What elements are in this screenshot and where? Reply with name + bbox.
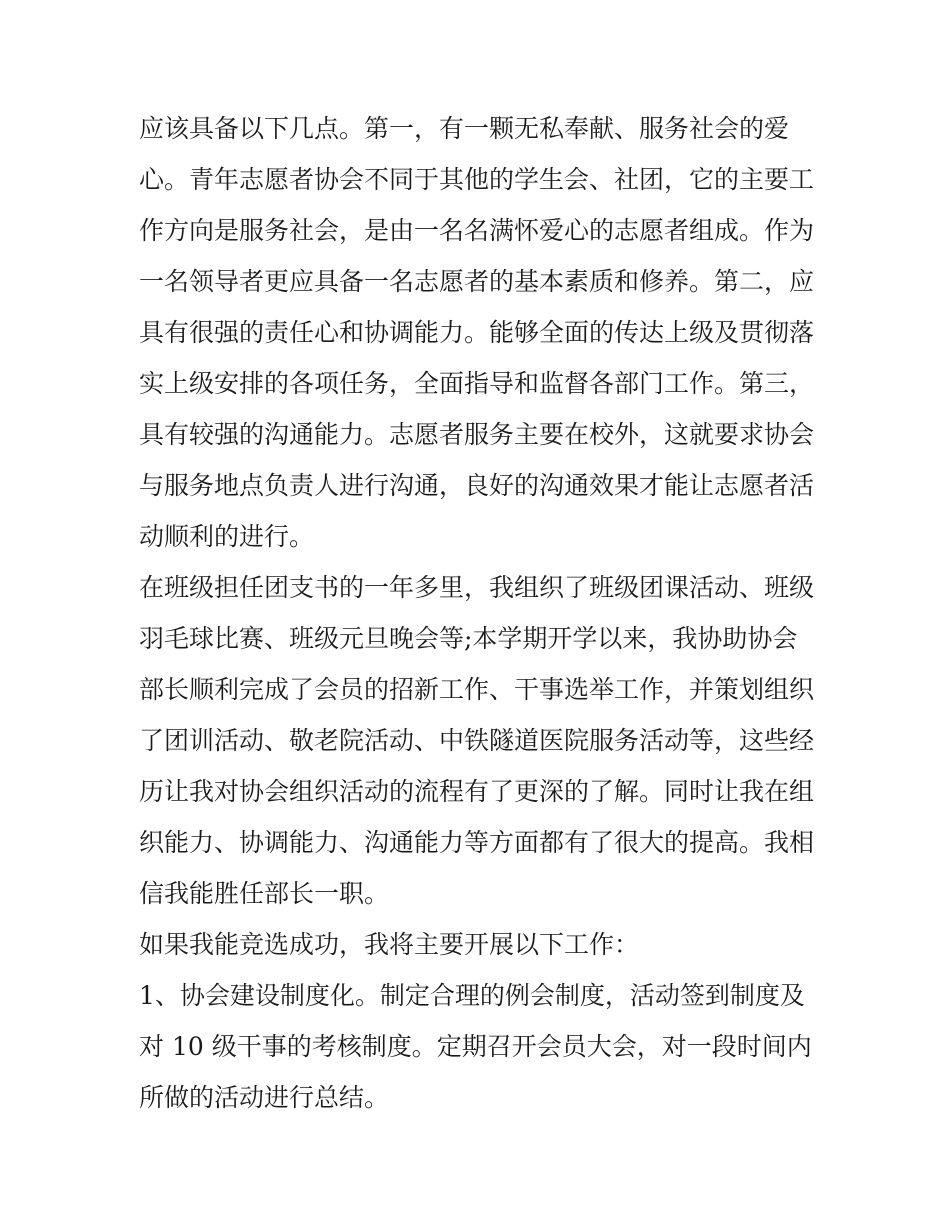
text-line: 羽毛球比赛、班级元旦晚会等;本学期开学以来，我协助协会 bbox=[139, 624, 798, 653]
text-line: 1、协会建设制度化。制定合理的例会制度，活动签到制度及 bbox=[139, 981, 805, 1010]
text-line: 在班级担任团支书的一年多里，我组织了班级团课活动、班级 bbox=[139, 573, 815, 602]
text-line: 具有很强的责任心和协调能力。能够全面的传达上级及贯彻落 bbox=[139, 318, 815, 347]
text-line: 动顺利的进行。 bbox=[139, 522, 315, 551]
text-line: 如果我能竞选成功，我将主要开展以下工作： bbox=[139, 930, 640, 959]
text-line: 所做的活动进行总结。 bbox=[139, 1083, 390, 1112]
text-line: 与服务地点负责人进行沟通，良好的沟通效果才能让志愿者活 bbox=[139, 471, 815, 500]
text-line: 作方向是服务社会，是由一名名满怀爱心的志愿者组成。作为 bbox=[139, 216, 815, 245]
text-line: 历让我对协会组织活动的流程有了更深的了解。同时让我在组 bbox=[139, 777, 815, 806]
text-line: 具有较强的沟通能力。志愿者服务主要在校外，这就要求协会 bbox=[139, 420, 815, 449]
text-line: 应该具备以下几点。第一，有一颗无私奉献、服务社会的爱 bbox=[139, 114, 790, 143]
text-line: 织能力、协调能力、沟通能力等方面都有了很大的提高。我相 bbox=[139, 828, 815, 857]
text-line: 了团训活动、敬老院活动、中铁隧道医院服务活动等，这些经 bbox=[139, 726, 815, 755]
text-line: 信我能胜任部长一职。 bbox=[139, 879, 390, 908]
text-line: 实上级安排的各项任务，全面指导和监督各部门工作。第三， bbox=[139, 369, 815, 398]
text-line: 一名领导者更应具备一名志愿者的基本素质和修养。第二，应 bbox=[139, 267, 815, 296]
text-line: 部长顺利完成了会员的招新工作、干事选举工作，并策划组织 bbox=[139, 675, 815, 704]
text-line: 心。青年志愿者协会不同于其他的学生会、社团，它的主要工 bbox=[139, 165, 815, 194]
text-line: 对 10 级干事的考核制度。定期召开会员大会，对一段时间内 bbox=[139, 1032, 812, 1061]
body-text bbox=[139, 103, 819, 1123]
